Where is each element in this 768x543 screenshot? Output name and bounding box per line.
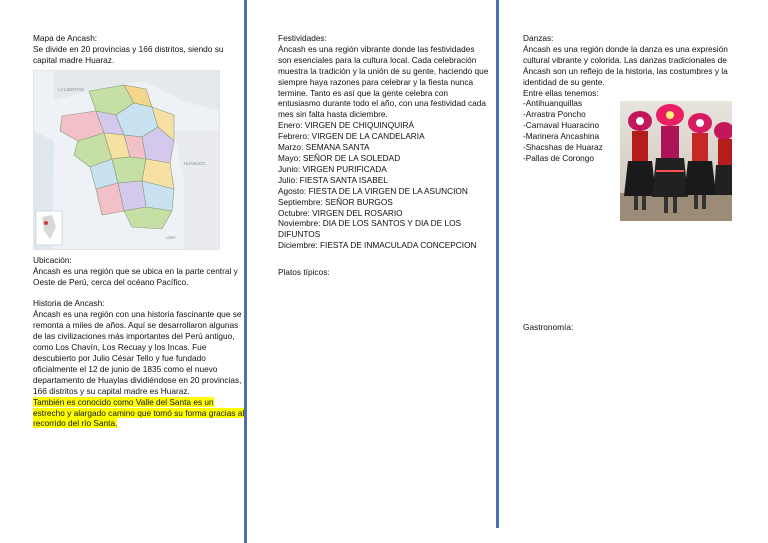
map-label-lima: LIMA [166, 234, 176, 240]
dance-item: -Pallas de Corongo [523, 152, 595, 163]
dances-text: Áncash es una región donde la danza es una expresión cultural vibrante y colorida. Las danzas tradicionales de Áncash son un reflejo de la historia, las costumbres y la identidad de su gente. [523, 43, 728, 87]
festivity-month: Enero: VIRGEN DE CHIQUINQUIRÁ [278, 120, 415, 131]
festivities-text: Áncash es una región vibrante donde las festividades son esenciales para la cultura local. Cada celebración muestra la tradición y la unión de su gente, haciendo que siempre haya razones para celebrar y la fiesta nunca termine. Tanto es así que la gente celebra con entusiasmo durante todo el año, con una festividad cada mes sin falta hasta diciembre. [278, 43, 489, 120]
dances-intro: Entre ellas tenemos: [523, 87, 599, 98]
festivity-month: Diciembre: FIESTA DE INMACULADA CONCEPCION [278, 240, 477, 251]
festivity-month: Agosto: FIESTA DE LA VIRGEN DE LA ASUNCION [278, 185, 468, 196]
dance-item: -Antihuanquillas [523, 98, 583, 109]
festivities-title: Festividades: [278, 33, 327, 43]
festivity-month: Febrero: VIRGEN DE LA CANDELARIA [278, 131, 425, 142]
dances-title: Danzas: [523, 33, 554, 43]
festivity-month: Junio: VIRGEN PURIFICADA [278, 163, 387, 174]
dancers-illustration [620, 101, 732, 221]
history-title: Historia de Ancash: [33, 298, 105, 309]
festivity-month: Noviembre: DIA DE LOS SANTOS Y DIA DE LOS DIFUNTOS [278, 218, 462, 240]
dance-item: -Shacshas de Huaraz [523, 142, 603, 153]
dance-item: -Arrastra Poncho [523, 109, 586, 120]
map-title: Mapa de Ancash: [33, 33, 98, 43]
festivity-month: Marzo: SEMANA SANTA [278, 142, 370, 153]
dancers-photo [620, 101, 732, 221]
column-middle [278, 33, 490, 278]
dance-list [523, 98, 623, 163]
location-title: Ubicación: [33, 254, 72, 265]
ancash-map-image [33, 70, 220, 250]
dance-item: -Carnaval Huaracino [523, 120, 600, 131]
festivity-month: Octubre: VIRGEN DEL ROSARIO [278, 207, 403, 218]
festivity-month: Septiembre: SEÑOR BURGOS [278, 196, 393, 207]
highlight-text: También es conocido como Valle del Santa es un estrecho y alargado camino que tomó su forma gracias al recorrido del río Santa. [33, 396, 245, 429]
festivity-month: Julio: FIESTA SANTA ISABEL [278, 174, 388, 185]
dance-item: -Marinera Ancashina [523, 131, 600, 142]
gastronomy-title: Gastronomía: [523, 322, 574, 332]
column-left [33, 33, 246, 429]
highlighted-note [33, 397, 246, 430]
dishes-title: Platos típicos: [278, 267, 330, 278]
column-divider-2 [496, 0, 499, 528]
map-label-huanuco: HUÁNUCO [184, 160, 206, 166]
festivity-month: Mayo: SEÑOR DE LA SOLEDAD [278, 152, 401, 163]
ancash-map-graphic [34, 71, 219, 249]
map-label-la-libertad: LA LIBERTAD [58, 86, 85, 92]
history-text: Áncash es una región con una historia fascinante que se remonta a miles de años. Aquí se desarrollaron algunas de las civilizaciones más importantes del Perú antiguo, como Los Chavín, Los Recuay y los Incas. Fue descubierto por Julio César Tello y fue fundado oficialmente el 12 de junio de 1835 como el nuevo departamento de Huaylas dividiéndose en 20 provincias, 166 distritos y su capital madre es Huaraz. [33, 309, 242, 396]
map-description: Se divide en 20 provincias y 166 distritos, siendo su capital madre Huaraz. [33, 43, 224, 65]
location-text: Áncash es una región que se ubica en la parte central y Oeste de Perú, cerca del océano Pacífico. [33, 265, 238, 287]
